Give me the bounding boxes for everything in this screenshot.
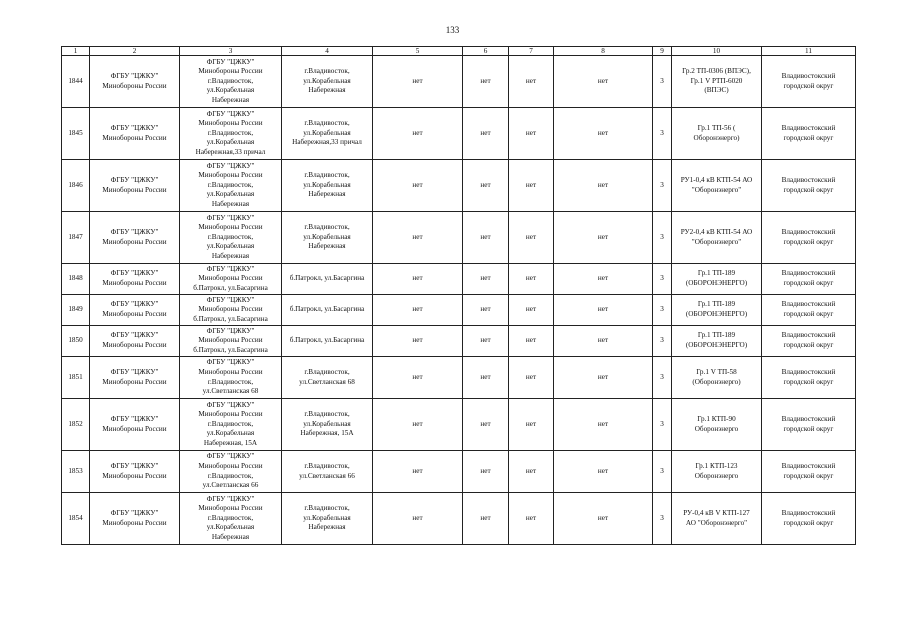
cell-value-col8: нет xyxy=(554,212,653,264)
cell-category: 3 xyxy=(653,56,672,108)
cell-value-col5: нет xyxy=(373,451,463,493)
col-header-5: 5 xyxy=(373,47,463,56)
cell-location: г.Владивосток, ул.Корабельная Набережная xyxy=(282,493,373,545)
cell-location: г.Владивосток, ул.Корабельная Набережная,33 причал xyxy=(282,108,373,160)
table-row xyxy=(62,264,856,295)
cell-value-col8: нет xyxy=(554,56,653,108)
cell-category: 3 xyxy=(653,451,672,493)
cell-category: 3 xyxy=(653,493,672,545)
cell-owner-address: ФГБУ "ЦЖКУ" Минобороны России г.Владивосток, ул.Корабельная Набережная xyxy=(180,212,282,264)
cell-organization: ФГБУ "ЦЖКУ" Минобороны России xyxy=(90,399,180,451)
cell-value-col6: нет xyxy=(463,357,509,399)
cell-value-col7: нет xyxy=(509,451,554,493)
cell-value-col7: нет xyxy=(509,295,554,326)
cell-row-number: 1848 xyxy=(62,264,90,295)
cell-value-col8: нет xyxy=(554,493,653,545)
cell-power-source: РУ1-0,4 кВ КТП-54 АО "Оборонэнерго" xyxy=(672,160,762,212)
table-body xyxy=(62,47,856,545)
cell-row-number: 1845 xyxy=(62,108,90,160)
cell-organization: ФГБУ "ЦЖКУ" Минобороны России xyxy=(90,357,180,399)
table-row xyxy=(62,493,856,545)
cell-power-source: Гр.1 ТП-189 (ОБОРОНЭНЕРГО) xyxy=(672,326,762,357)
cell-organization: ФГБУ "ЦЖКУ" Минобороны России xyxy=(90,264,180,295)
cell-district: Владивостокский городской округ xyxy=(762,160,856,212)
cell-category: 3 xyxy=(653,264,672,295)
cell-location: г.Владивосток, ул.Корабельная Набережная xyxy=(282,56,373,108)
col-header-1: 1 xyxy=(62,47,90,56)
cell-row-number: 1847 xyxy=(62,212,90,264)
cell-value-col5: нет xyxy=(373,160,463,212)
cell-power-source: РУ-0,4 кВ V КТП-127 АО "Оборонэнерго" xyxy=(672,493,762,545)
cell-value-col7: нет xyxy=(509,264,554,295)
table-row xyxy=(62,357,856,399)
cell-organization: ФГБУ "ЦЖКУ" Минобороны России xyxy=(90,212,180,264)
cell-value-col8: нет xyxy=(554,160,653,212)
cell-owner-address: ФГБУ "ЦЖКУ" Минобороны России г.Владивосток, ул.Корабельная Набережная xyxy=(180,56,282,108)
cell-value-col8: нет xyxy=(554,357,653,399)
table-row xyxy=(62,451,856,493)
page-number: 133 xyxy=(445,25,460,35)
table-row xyxy=(62,399,856,451)
cell-value-col7: нет xyxy=(509,326,554,357)
cell-power-source: Гр.1 КТП-123 Оборонэнерго xyxy=(672,451,762,493)
cell-organization: ФГБУ "ЦЖКУ" Минобороны России xyxy=(90,160,180,212)
cell-row-number: 1850 xyxy=(62,326,90,357)
header-row xyxy=(62,47,856,56)
cell-value-col8: нет xyxy=(554,295,653,326)
col-header-11: 11 xyxy=(762,47,856,56)
col-header-6: 6 xyxy=(463,47,509,56)
cell-owner-address: ФГБУ "ЦЖКУ" Минобороны России б.Патрокл, ул.Басаргина xyxy=(180,295,282,326)
cell-location: г.Владивосток, ул.Корабельная Набережная, 15А xyxy=(282,399,373,451)
cell-value-col8: нет xyxy=(554,108,653,160)
cell-district: Владивостокский городской округ xyxy=(762,399,856,451)
cell-district: Владивостокский городской округ xyxy=(762,56,856,108)
cell-category: 3 xyxy=(653,295,672,326)
cell-value-col6: нет xyxy=(463,264,509,295)
cell-value-col8: нет xyxy=(554,399,653,451)
cell-value-col5: нет xyxy=(373,493,463,545)
col-header-8: 8 xyxy=(554,47,653,56)
cell-category: 3 xyxy=(653,212,672,264)
cell-value-col8: нет xyxy=(554,451,653,493)
cell-location: г.Владивосток, ул.Светланская 66 xyxy=(282,451,373,493)
cell-value-col5: нет xyxy=(373,212,463,264)
cell-row-number: 1849 xyxy=(62,295,90,326)
table-row xyxy=(62,160,856,212)
table-row xyxy=(62,108,856,160)
col-header-4: 4 xyxy=(282,47,373,56)
cell-value-col6: нет xyxy=(463,160,509,212)
cell-value-col7: нет xyxy=(509,399,554,451)
cell-row-number: 1846 xyxy=(62,160,90,212)
col-header-7: 7 xyxy=(509,47,554,56)
table-row xyxy=(62,326,856,357)
cell-power-source: Гр.1 ТП-56 ( Оборонэнерго) xyxy=(672,108,762,160)
cell-owner-address: ФГБУ "ЦЖКУ" Минобороны России г.Владивосток, ул.Светланская 68 xyxy=(180,357,282,399)
cell-value-col6: нет xyxy=(463,108,509,160)
cell-value-col6: нет xyxy=(463,451,509,493)
col-header-10: 10 xyxy=(672,47,762,56)
cell-organization: ФГБУ "ЦЖКУ" Минобороны России xyxy=(90,326,180,357)
cell-value-col8: нет xyxy=(554,326,653,357)
cell-owner-address: ФГБУ "ЦЖКУ" Минобороны России г.Владивосток, ул.Светланская 66 xyxy=(180,451,282,493)
cell-power-source: Гр.1 V ТП-58 (Оборонэнерго) xyxy=(672,357,762,399)
cell-value-col5: нет xyxy=(373,264,463,295)
cell-location: б.Патрокл, ул.Басаргина xyxy=(282,326,373,357)
cell-value-col6: нет xyxy=(463,326,509,357)
cell-value-col5: нет xyxy=(373,295,463,326)
cell-district: Владивостокский городской округ xyxy=(762,493,856,545)
cell-organization: ФГБУ "ЦЖКУ" Минобороны России xyxy=(90,493,180,545)
cell-organization: ФГБУ "ЦЖКУ" Минобороны России xyxy=(90,56,180,108)
cell-value-col5: нет xyxy=(373,399,463,451)
cell-district: Владивостокский городской округ xyxy=(762,108,856,160)
cell-owner-address: ФГБУ "ЦЖКУ" Минобороны России г.Владивосток, ул.Корабельная Набережная, 15А xyxy=(180,399,282,451)
cell-value-col7: нет xyxy=(509,493,554,545)
cell-owner-address: ФГБУ "ЦЖКУ" Минобороны России г.Владивосток, ул.Корабельная Набережная xyxy=(180,493,282,545)
cell-owner-address: ФГБУ "ЦЖКУ" Минобороны России б.Патрокл, ул.Басаргина xyxy=(180,264,282,295)
cell-district: Владивостокский городской округ xyxy=(762,451,856,493)
col-header-9: 9 xyxy=(653,47,672,56)
cell-value-col5: нет xyxy=(373,357,463,399)
cell-location: б.Патрокл, ул.Басаргина xyxy=(282,264,373,295)
cell-power-source: Гр.1 ТП-189 (ОБОРОНЭНЕРГО) xyxy=(672,295,762,326)
cell-category: 3 xyxy=(653,357,672,399)
cell-value-col7: нет xyxy=(509,108,554,160)
cell-value-col5: нет xyxy=(373,108,463,160)
cell-row-number: 1853 xyxy=(62,451,90,493)
cell-row-number: 1851 xyxy=(62,357,90,399)
cell-row-number: 1854 xyxy=(62,493,90,545)
cell-owner-address: ФГБУ "ЦЖКУ" Минобороны России г.Владивосток, ул.Корабельная Набережная xyxy=(180,160,282,212)
cell-location: г.Владивосток, ул.Корабельная Набережная xyxy=(282,212,373,264)
cell-district: Владивостокский городской округ xyxy=(762,326,856,357)
cell-category: 3 xyxy=(653,108,672,160)
cell-organization: ФГБУ "ЦЖКУ" Минобороны России xyxy=(90,108,180,160)
cell-power-source: Гр.1 ТП-189 (ОБОРОНЭНЕРГО) xyxy=(672,264,762,295)
cell-value-col6: нет xyxy=(463,295,509,326)
register-table xyxy=(61,46,856,545)
cell-value-col7: нет xyxy=(509,357,554,399)
cell-value-col6: нет xyxy=(463,399,509,451)
cell-district: Владивостокский городской округ xyxy=(762,295,856,326)
table-row xyxy=(62,56,856,108)
cell-value-col6: нет xyxy=(463,212,509,264)
cell-power-source: Гр.2 ТП-0306 (ВПЭС), Гр.1 V РТП-6020 (ВПЭС) xyxy=(672,56,762,108)
cell-organization: ФГБУ "ЦЖКУ" Минобороны России xyxy=(90,451,180,493)
cell-row-number: 1852 xyxy=(62,399,90,451)
cell-location: г.Владивосток, ул.Светланская 68 xyxy=(282,357,373,399)
cell-district: Владивостокский городской округ xyxy=(762,264,856,295)
cell-value-col6: нет xyxy=(463,56,509,108)
cell-owner-address: ФГБУ "ЦЖКУ" Минобороны России б.Патрокл, ул.Басаргина xyxy=(180,326,282,357)
cell-district: Владивостокский городской округ xyxy=(762,357,856,399)
cell-category: 3 xyxy=(653,326,672,357)
cell-power-source: РУ2-0,4 кВ КТП-54 АО "Оборонэнерго" xyxy=(672,212,762,264)
cell-district: Владивостокский городской округ xyxy=(762,212,856,264)
table-row xyxy=(62,295,856,326)
cell-value-col7: нет xyxy=(509,212,554,264)
cell-owner-address: ФГБУ "ЦЖКУ" Минобороны России г.Владивосток, ул.Корабельная Набережная,33 причал xyxy=(180,108,282,160)
cell-category: 3 xyxy=(653,399,672,451)
cell-organization: ФГБУ "ЦЖКУ" Минобороны России xyxy=(90,295,180,326)
cell-value-col6: нет xyxy=(463,493,509,545)
cell-value-col7: нет xyxy=(509,56,554,108)
cell-location: г.Владивосток, ул.Корабельная Набережная xyxy=(282,160,373,212)
cell-power-source: Гр.1 КТП-90 Оборонэнерго xyxy=(672,399,762,451)
cell-category: 3 xyxy=(653,160,672,212)
table-row xyxy=(62,212,856,264)
cell-location: б.Патрокл, ул.Басаргина xyxy=(282,295,373,326)
cell-row-number: 1844 xyxy=(62,56,90,108)
col-header-3: 3 xyxy=(180,47,282,56)
cell-value-col7: нет xyxy=(509,160,554,212)
cell-value-col5: нет xyxy=(373,326,463,357)
cell-value-col8: нет xyxy=(554,264,653,295)
cell-value-col5: нет xyxy=(373,56,463,108)
col-header-2: 2 xyxy=(90,47,180,56)
